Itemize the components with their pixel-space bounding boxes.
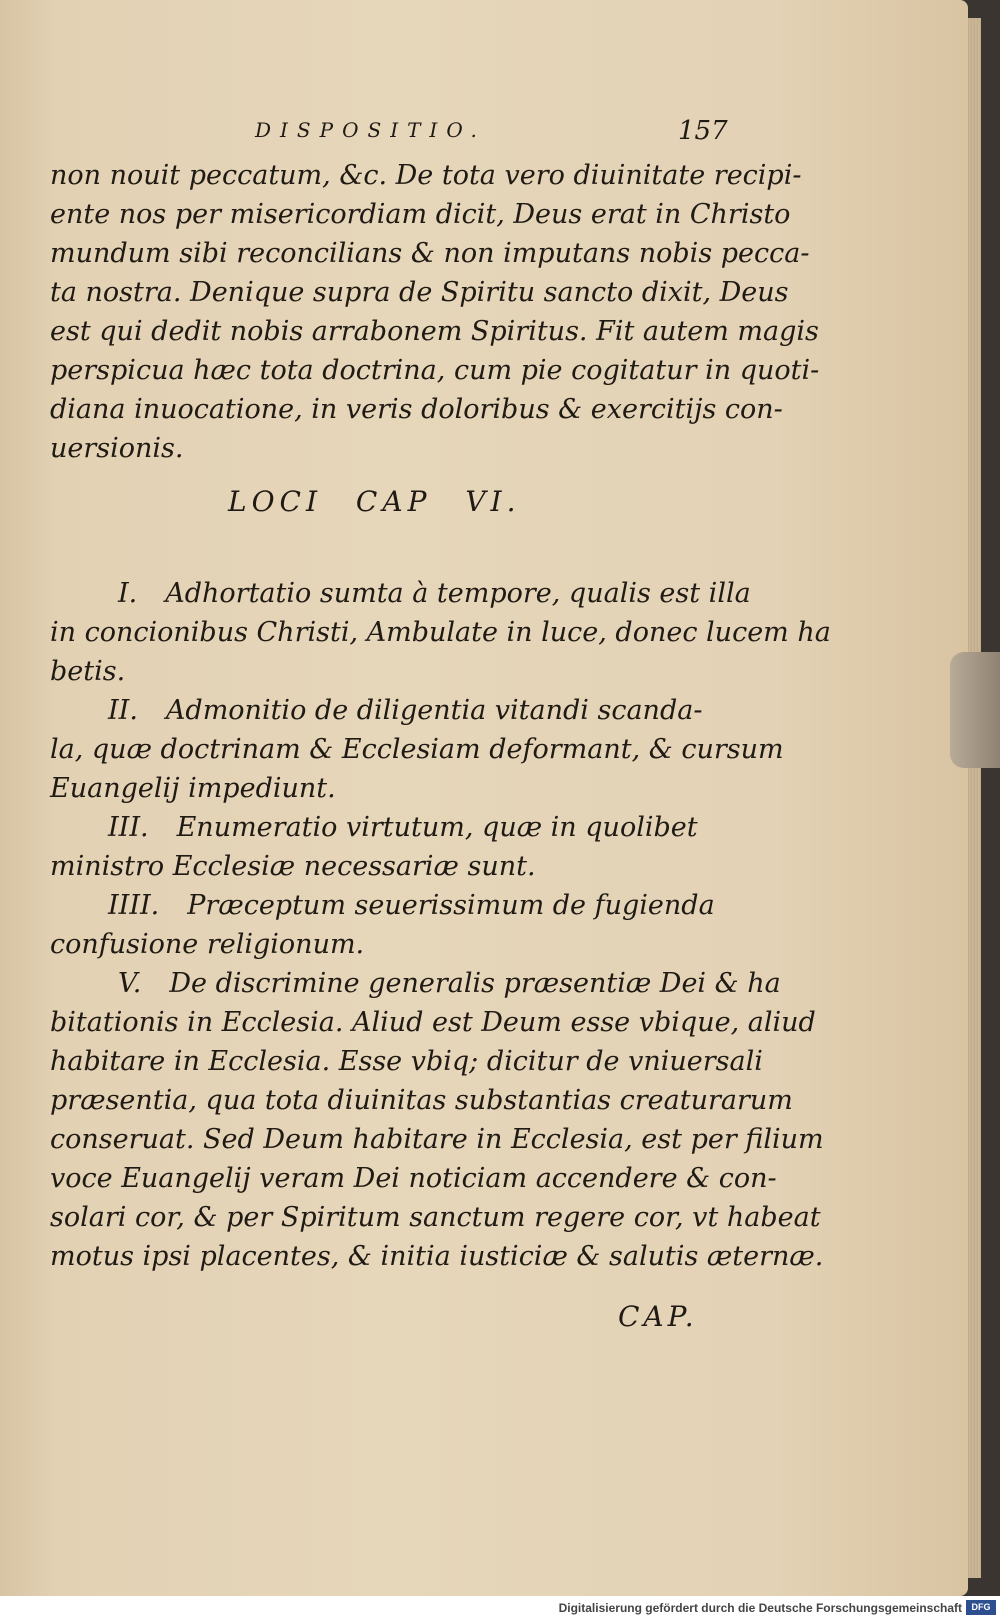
item-number: V. [118,968,142,999]
list-item [118,968,781,999]
page-number: 157 [678,116,728,146]
item-line: Admonitio de diligentia vitandi scanda- [165,695,703,726]
chapter-heading: LOCI CAP VI. [228,485,521,518]
item-line: solari cor, & per Spiritum sanctum regere cor, vt habeat [50,1202,821,1233]
item-line: voce Euangelij veram Dei noticiam accendere & con- [50,1163,777,1194]
running-head: DISPOSITIO. [255,118,486,142]
item-line: De discrimine generalis præsentiæ Dei & ha [169,968,781,999]
item-number: IIII. [108,890,160,921]
item-line: la, quæ doctrinam & Ecclesiam deformant, & cursum [50,734,784,765]
item-line: Adhortatio sumta à tempore, qualis est illa [165,578,751,609]
item-line: ministro Ecclesiæ necessariæ sunt. [50,851,536,882]
body-line: ente nos per misericordiam dicit, Deus erat in Christo [50,199,791,230]
body-line: uersionis. [50,433,184,464]
item-line: bitationis in Ecclesia. Aliud est Deum esse vbique, aliud [50,1007,816,1038]
item-number: I. [118,578,138,609]
item-line: confusione religionum. [50,929,365,960]
list-item [108,890,715,921]
item-line: Euangelij impediunt. [50,773,336,804]
item-line: in concionibus Christi, Ambulate in luce, donec lucem ha [50,617,831,648]
body-line: perspicua hæc tota doctrina, cum pie cogitatur in quoti- [50,355,820,386]
list-item [118,578,751,609]
item-line: Præceptum seuerissimum de fugienda [187,890,715,921]
item-number: II. [108,695,138,726]
book-clasp [950,652,1000,768]
item-line: habitare in Ecclesia. Esse vbiq; dicitur de vniuersali [50,1046,763,1077]
body-line: ta nostra. Denique supra de Spiritu sancto dixit, Deus [50,277,789,308]
item-line: conseruat. Sed Deum habitare in Ecclesia, est per filium [50,1124,824,1155]
item-line: Enumeratio virtutum, quæ in quolibet [176,812,698,843]
dfg-logo-icon: DFG [966,1600,996,1615]
item-number: III. [108,812,149,843]
catchword: CAP. [618,1300,698,1333]
item-line: motus ipsi placentes, & initia iusticiæ & salutis æternæ. [50,1241,824,1272]
footer-bar [0,1596,1000,1621]
item-line: præsentia, qua tota diuinitas substantias creaturarum [50,1085,793,1116]
item-line: betis. [50,656,126,687]
body-line: mundum sibi reconcilians & non imputans nobis pecca- [50,238,810,269]
list-item [108,695,702,726]
body-line: diana inuocatione, in veris doloribus & exercitijs con- [50,394,783,425]
list-item [108,812,698,843]
body-line: non nouit peccatum, &c. De tota vero diuinitate recipi- [50,160,802,191]
funding-credit: Digitalisierung gefördert durch die Deutsche Forschungsgemeinschaft [558,1601,962,1615]
body-line: est qui dedit nobis arrabonem Spiritus. Fit autem magis [50,316,819,347]
